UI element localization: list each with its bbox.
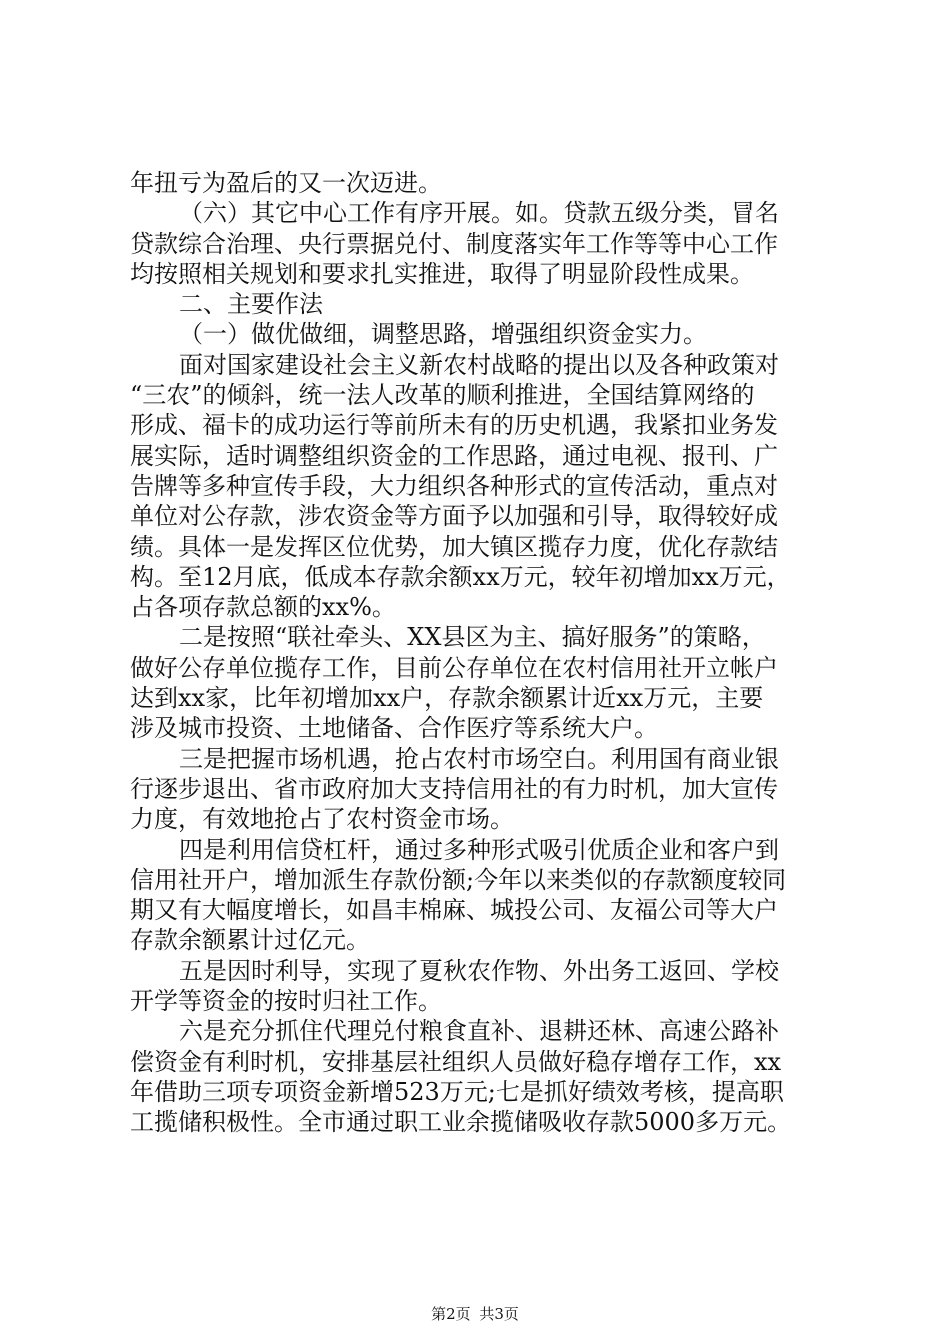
text-line: 年借助三项专项资金新增523万元;七是抓好绩效考核，提高职 [130,1077,784,1106]
paragraph-line: 面对国家建设社会主义新农村战略的提出以及各种政策对 [179,350,779,379]
page-footer [0,1304,950,1324]
paragraph-line: 四是利用信贷杠杆，通过多种形式吸引优质企业和客户到 [179,835,779,864]
text-line: 展实际，适时调整组织资金的工作思路，通过电视、报刊、广 [130,441,778,470]
text-line: 开学等资金的按时归社工作。 [130,987,442,1016]
text-line: 做好公存单位揽存工作，目前公存单位在农村信用社开立帐户 [130,653,778,682]
text-line: 占各项存款总额的xx%。 [130,593,396,622]
text-line: 存款余额累计过亿元。 [130,926,370,955]
section-heading: 二、主要作法 [179,290,323,319]
text-line: 构。至12月底，低成本存款余额xx万元，较年初增加xx万元， [130,562,791,591]
text-line: 单位对公存款，涉农资金等方面予以加强和引导，取得较好成 [130,502,778,531]
text-line: 行逐步退出、省市政府加大支持信用社的有力时机，加大宣传 [130,774,778,803]
paragraph-line: 六是充分抓住代理兑付粮食直补、退耕还林、高速公路补 [179,1017,779,1046]
text-line: 年扭亏为盈后的又一次迈进。 [130,169,442,197]
text-line: 绩。具体一是发挥区位优势，加大镇区揽存力度，优化存款结 [130,532,778,561]
text-line: 均按照相关规划和要求扎实推进，取得了明显阶段性成果。 [130,259,754,288]
paragraph-line: 三是把握市场机遇，抢占农村市场空白。利用国有商业银 [179,744,779,773]
page-number: 第2页 [431,1305,471,1323]
text-line: 偿资金有利时机，安排基层社组织人员做好稳存增存工作，xx [130,1047,782,1076]
text-line: “三农”的倾斜，统一法人改革的顺利推进，全国结算网络的 [130,381,755,410]
text-line: 贷款综合治理、央行票据兑付、制度落实年工作等等中心工作 [130,229,778,258]
paragraph-line: 五是因时利导，实现了夏秋农作物、外出务工返回、学校 [179,956,779,985]
text-line: 信用社开户，增加派生存款份额;今年以来类似的存款额度较同 [130,865,787,894]
text-line: 告牌等多种宣传手段，大力组织各种形式的宣传活动，重点对 [130,471,778,500]
document-body [130,168,830,1138]
text-line: 力度，有效地抢占了农村资金市场。 [130,805,514,834]
text-line: 工揽储积极性。全市通过职工业余揽储吸收存款5000多万元。 [130,1108,792,1137]
paragraph-line: （六）其它中心工作有序开展。如。贷款五级分类，冒名 [179,199,779,228]
text-line: 涉及城市投资、土地储备、合作医疗等系统大户。 [130,714,658,743]
text-line: 形成、福卡的成功运行等前所未有的历史机遇，我紧扣业务发 [130,411,778,440]
text-line: 期又有大幅度增长，如昌丰棉麻、城投公司、友福公司等大户 [130,896,778,925]
page-total: 共3页 [479,1305,519,1323]
paragraph-line: 二是按照“联社牵头、XX县区为主、搞好服务”的策略， [179,623,766,652]
text-line: 达到xx家，比年初增加xx户，存款余额累计近xx万元，主要 [130,684,764,713]
subsection-heading: （一）做优做细，调整思路，增强组织资金实力。 [179,320,707,349]
